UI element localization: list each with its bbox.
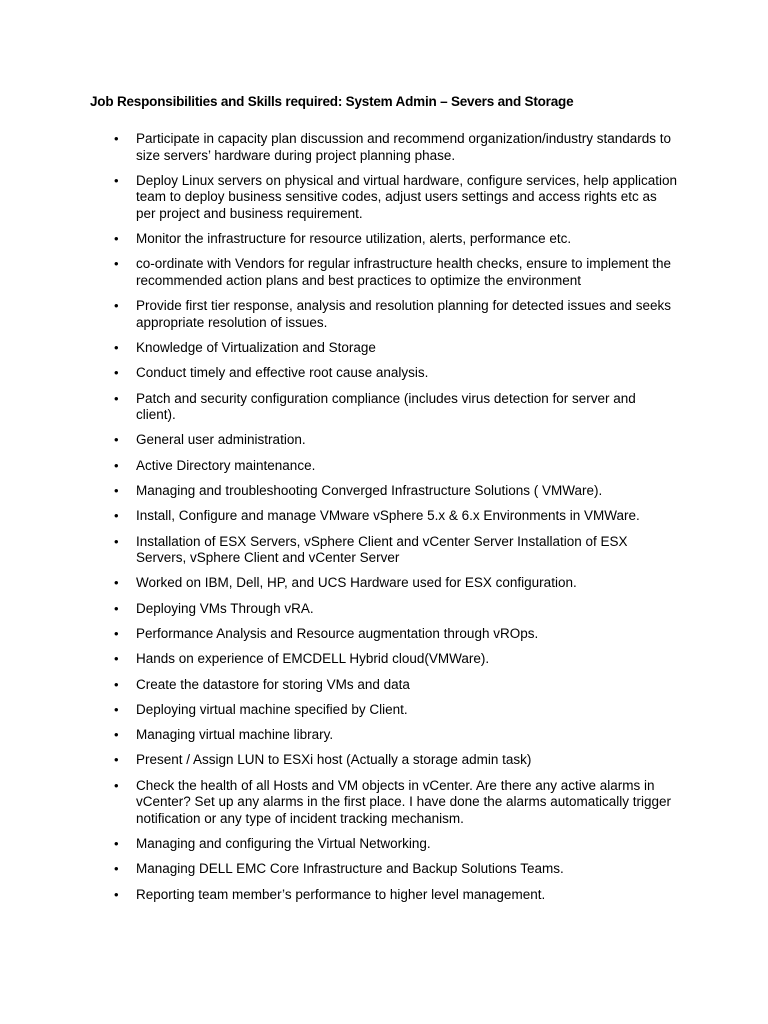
list-item-text: Performance Analysis and Resource augmentation through vROps. bbox=[136, 625, 539, 641]
list-item bbox=[0, 651, 768, 668]
list-item-text: Check the health of all Hosts and VM objects in vCenter. Are there any active alarms in vCenter? Set up any alarms in the first place. I have done the alarms automatically trigger notification or any type of incident tracking mechanism. bbox=[136, 777, 672, 826]
list-item bbox=[0, 365, 768, 382]
list-item bbox=[0, 432, 768, 449]
bullet-icon: • bbox=[114, 390, 119, 406]
responsibilities-list bbox=[0, 131, 768, 912]
document-heading: Job Responsibilities and Skills required: System Admin – Severs and Storage bbox=[90, 94, 574, 109]
bullet-icon: • bbox=[114, 777, 119, 793]
list-item-text: Install, Configure and manage VMware vSphere 5.x & 6.x Environments in VMWare. bbox=[136, 508, 640, 524]
list-item bbox=[0, 887, 768, 904]
bullet-icon: • bbox=[114, 131, 119, 146]
bullet-icon: • bbox=[114, 600, 119, 616]
bullet-icon: • bbox=[114, 482, 119, 498]
list-item bbox=[0, 483, 768, 500]
list-item-text: Hands on experience of EMCDELL Hybrid cloud(VMWare). bbox=[136, 651, 490, 667]
bullet-icon: • bbox=[114, 752, 119, 768]
list-item bbox=[0, 727, 768, 744]
list-item-text: Provide first tier response, analysis and resolution planning for detected issues and seeks appropriate resolution of issues. bbox=[136, 298, 672, 330]
list-item bbox=[0, 391, 768, 424]
list-item-text: Managing DELL EMC Core Infrastructure and Backup Solutions Teams. bbox=[136, 861, 564, 877]
list-item-text: Reporting team member’s performance to higher level management. bbox=[136, 886, 546, 902]
bullet-icon: • bbox=[114, 886, 119, 902]
list-item bbox=[0, 752, 768, 769]
bullet-icon: • bbox=[114, 508, 119, 524]
list-item bbox=[0, 702, 768, 719]
list-item-text: Managing and troubleshooting Converged Infrastructure Solutions ( VMWare). bbox=[136, 482, 603, 498]
list-item-text: Managing and configuring the Virtual Networking. bbox=[136, 836, 431, 852]
list-item-text: Deploying virtual machine specified by Client. bbox=[136, 701, 408, 717]
bullet-icon: • bbox=[114, 172, 119, 188]
list-item bbox=[0, 173, 768, 223]
list-item-text: Installation of ESX Servers, vSphere Client and vCenter Server Installation of ESX Servers, vSphere Client and vCenter Server bbox=[136, 533, 628, 566]
list-item bbox=[0, 458, 768, 475]
list-item-text: Patch and security configuration compliance (includes virus detection for server and client). bbox=[136, 390, 636, 423]
list-item bbox=[0, 601, 768, 618]
bullet-icon: • bbox=[114, 256, 119, 272]
list-item bbox=[0, 340, 768, 357]
bullet-icon: • bbox=[114, 298, 119, 314]
list-item bbox=[0, 778, 768, 828]
bullet-icon: • bbox=[114, 339, 119, 355]
bullet-icon: • bbox=[114, 457, 119, 473]
bullet-icon: • bbox=[114, 651, 119, 667]
list-item bbox=[0, 534, 768, 567]
list-item bbox=[0, 256, 768, 289]
list-item bbox=[0, 836, 768, 853]
list-item-text: Managing virtual machine library. bbox=[136, 727, 334, 743]
bullet-icon: • bbox=[114, 625, 119, 641]
list-item-text: Conduct timely and effective root cause analysis. bbox=[136, 365, 429, 381]
bullet-icon: • bbox=[114, 861, 119, 877]
list-item bbox=[0, 575, 768, 592]
bullet-icon: • bbox=[114, 432, 119, 448]
list-item bbox=[0, 131, 768, 164]
list-item-text: Monitor the infrastructure for resource utilization, alerts, performance etc. bbox=[136, 231, 572, 247]
list-item-text: Deploy Linux servers on physical and virtual hardware, configure services, help application team to deploy business sensitive codes, adjust users settings and access rights etc as per project and business requirement. bbox=[136, 172, 678, 221]
bullet-icon: • bbox=[114, 727, 119, 743]
list-item-text: Deploying VMs Through vRA. bbox=[136, 600, 314, 616]
list-item-text: General user administration. bbox=[136, 432, 306, 448]
list-item-text: co-ordinate with Vendors for regular infrastructure health checks, ensure to implement the recommended action plans and best practices to optimize the environment bbox=[136, 256, 672, 288]
bullet-icon: • bbox=[114, 533, 119, 549]
bullet-icon: • bbox=[114, 836, 119, 852]
list-item bbox=[0, 298, 768, 331]
list-item bbox=[0, 861, 768, 878]
list-item bbox=[0, 231, 768, 248]
bullet-icon: • bbox=[114, 701, 119, 717]
list-item bbox=[0, 508, 768, 525]
list-item-text: Active Directory maintenance. bbox=[136, 457, 316, 473]
bullet-icon: • bbox=[114, 365, 119, 381]
list-item bbox=[0, 626, 768, 643]
bullet-icon: • bbox=[114, 231, 119, 247]
list-item-text: Worked on IBM, Dell, HP, and UCS Hardware used for ESX configuration. bbox=[136, 575, 577, 591]
list-item-text: Participate in capacity plan discussion and recommend organization/industry standards to size servers’ hardware during project planning phase. bbox=[136, 131, 672, 163]
list-item bbox=[0, 677, 768, 694]
list-item-text: Present / Assign LUN to ESXi host (Actually a storage admin task) bbox=[136, 752, 532, 768]
list-item-text: Create the datastore for storing VMs and data bbox=[136, 676, 410, 692]
bullet-icon: • bbox=[114, 676, 119, 692]
bullet-icon: • bbox=[114, 575, 119, 591]
list-item-text: Knowledge of Virtualization and Storage bbox=[136, 339, 376, 355]
